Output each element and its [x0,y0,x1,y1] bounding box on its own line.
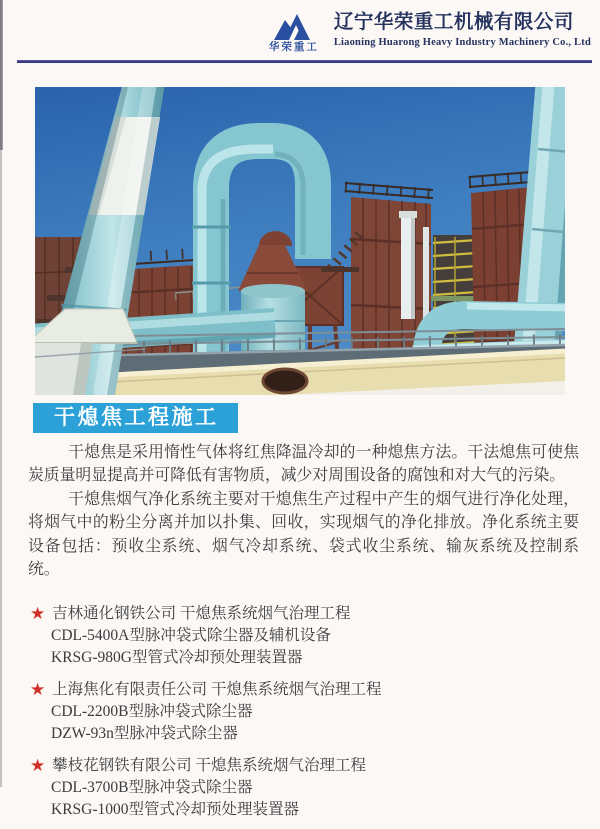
company-logo [258,10,330,53]
section-title: 干熄焦工程施工 [54,406,219,429]
project-title: 攀枝花钢铁有限公司 干熄焦系统烟气治理工程 [52,757,367,774]
paragraph-2: 干熄焦烟气净化系统主要对干熄焦生产过程中产生的烟气进行净化处理，将烟气中的粉尘分离并加以扑集、回收，实现烟气的净化排放。净化系统主要设备包括：预收尘系统、烟气冷却系统、袋式收尘系统、输灰系统及控制系统。 [28,490,579,579]
plant-photo-illustration [35,87,565,395]
logo-wordmark: 华荣重工 [268,41,319,53]
plant-photo [35,87,565,395]
project-equipment-line: KRSG-1000型管式冷却预处理装置器 [51,800,300,818]
project-equipment-line: DZW-93n型脉冲袋式除尘器 [51,724,238,742]
company-name-zh: 辽宁华荣重工机械有限公司 [333,12,574,33]
header-divider [17,60,592,63]
project-title: 上海焦化有限责任公司 干熄焦系统烟气治理工程 [52,681,382,698]
list-item [30,677,570,744]
project-list [30,601,570,829]
company-name-en: Liaoning Huarong Heavy Industry Machinery Co., Ltd [333,37,591,48]
list-item [30,601,570,668]
project-equipment-line: CDL-5400A型脉冲袋式除尘器及辅机设备 [51,627,331,644]
section-title-banner [33,403,238,433]
project-title-row [30,601,570,625]
project-equipment-line: CDL-2200B型脉冲袋式除尘器 [51,703,253,720]
project-equipment-line: KRSG-980G型管式冷却预处理装置器 [51,648,303,666]
mountain-logo-icon [270,12,318,42]
project-title: 吉林通化钢铁公司 干熄焦系统烟气治理工程 [52,605,351,622]
star-bullet-icon: ★ [30,755,46,775]
star-bullet-icon: ★ [30,679,46,699]
letterhead [258,10,591,53]
body-text [28,441,579,581]
star-bullet-icon: ★ [30,603,46,623]
scan-artifact-left-top [0,0,3,150]
project-title-row [30,677,570,701]
project-equipment-line: CDL-3700B型脉冲袋式除尘器 [51,779,253,796]
paragraph-1: 干熄焦是采用惰性气体将红焦降温冷却的一种熄焦方法。干法熄焦可使焦炭质量明显提高并可降低有害物质，减少对周围设备的腐蚀和对大气的污染。 [28,444,579,485]
project-title-row [30,753,570,777]
company-names [334,10,591,49]
